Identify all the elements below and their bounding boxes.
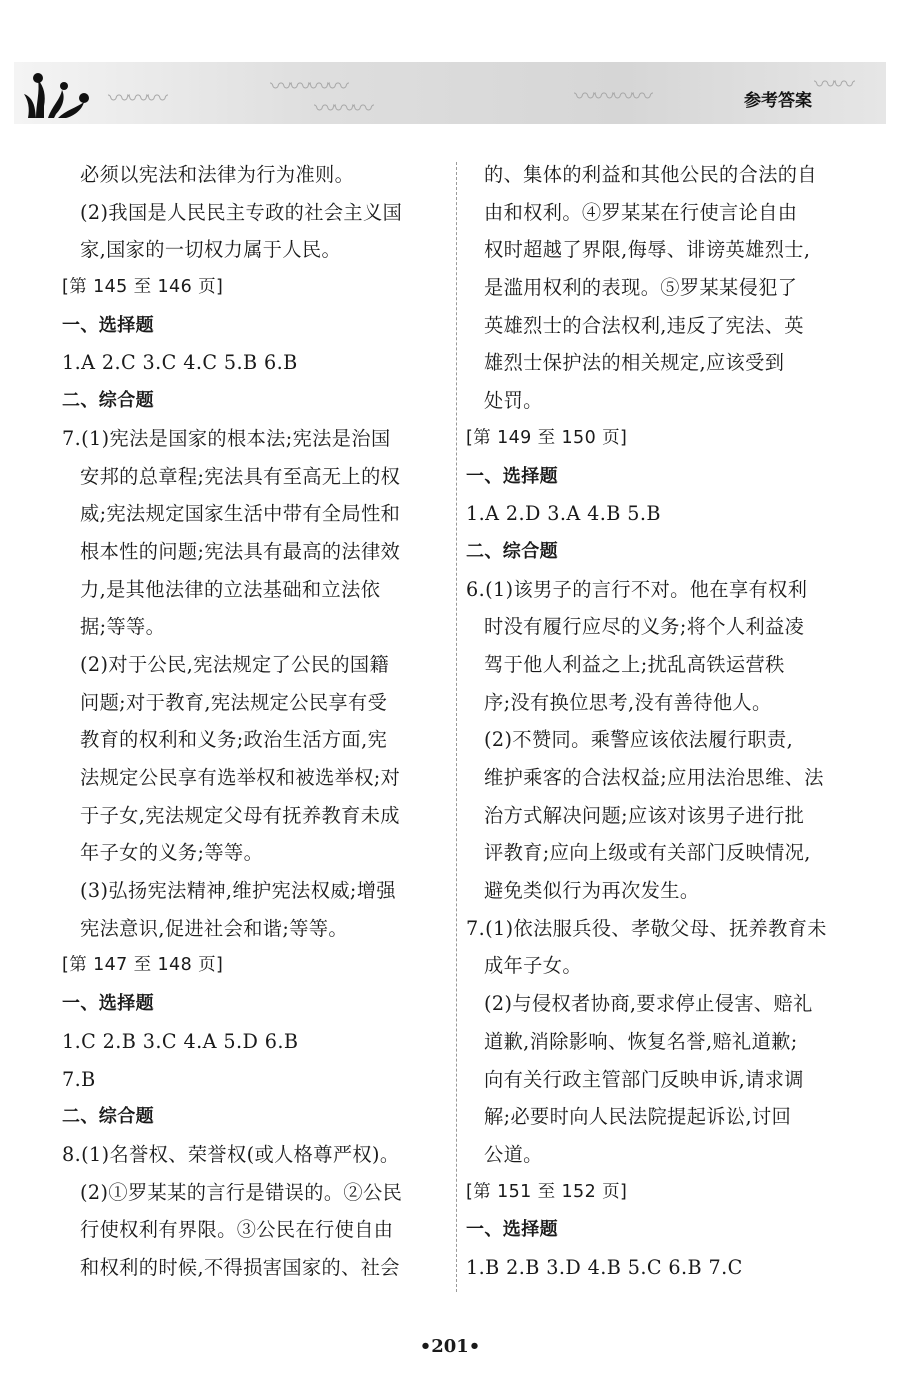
answer-line: 安邦的总章程;宪法具有至高无上的权 <box>80 464 401 488</box>
page-header-band <box>14 62 886 124</box>
section-heading: 一、选择题 <box>466 1219 558 1241</box>
answer-line: 7.(1)宪法是国家的根本法;宪法是治国 <box>62 426 391 450</box>
answer-line: 评教育;应向上级或有关部门反映情况, <box>484 841 811 865</box>
answer-line: 治方式解决问题;应该对该男子进行批 <box>484 803 805 827</box>
page-number: •201• <box>419 1336 481 1357</box>
answer-line: 宪法意识,促进社会和谐;等等。 <box>80 916 349 940</box>
page-range-label: [第 151 至 152 页] <box>466 1181 628 1202</box>
left-answer-column <box>62 156 448 1287</box>
answer-line: 时没有履行应尽的义务;将个人利益凌 <box>484 615 805 639</box>
answer-line: (2)与侵权者协商,要求停止侵害、赔礼 <box>484 992 813 1016</box>
answer-line: 雄烈士保护法的相关规定,应该受到 <box>484 351 785 375</box>
section-heading: 一、选择题 <box>62 993 154 1015</box>
section-heading: 二、综合题 <box>466 540 558 562</box>
answer-line: 行使权利有界限。③公民在行使自由 <box>80 1218 394 1242</box>
answer-line: 公道。 <box>484 1142 543 1166</box>
page-range-label: [第 149 至 150 页] <box>466 427 628 448</box>
answer-line: 年子女的义务;等等。 <box>80 841 264 865</box>
answer-line: 于子女,宪法规定父母有抚养教育未成 <box>80 803 400 827</box>
section-heading: 二、综合题 <box>62 390 154 412</box>
header-label: 参考答案 <box>744 91 812 111</box>
right-answer-column <box>466 156 848 1287</box>
answer-line: 道歉,消除影响、恢复名誉,赔礼道歉; <box>484 1029 798 1053</box>
answer-line: 家,国家的一切权力属于人民。 <box>80 238 342 262</box>
answer-line: 权时超越了界限,侮辱、诽谤英雄烈士, <box>484 238 811 262</box>
page-range-label: [第 145 至 146 页] <box>62 277 224 298</box>
answer-line: (3)弘扬宪法精神,维护宪法权威;增强 <box>80 879 396 903</box>
answer-line: 教育的权利和义务;政治生活方面,宪 <box>80 728 388 752</box>
answer-line: (2)①罗某某的言行是错误的。②公民 <box>80 1180 403 1204</box>
section-heading: 一、选择题 <box>62 314 154 336</box>
answer-line: 7.B <box>62 1067 96 1091</box>
answer-line: 避免类似行为再次发生。 <box>484 879 700 903</box>
answer-line: 1.C 2.B 3.C 4.A 5.D 6.B <box>62 1029 299 1053</box>
answer-line: 处罚。 <box>484 389 543 413</box>
answer-line: 的、集体的利益和其他公民的合法的自 <box>484 163 817 186</box>
wave-decoration-icon: 〰〰 <box>814 73 853 98</box>
answer-line: 法规定公民享有选举权和被选举权;对 <box>80 766 401 789</box>
answer-line: 由和权利。④罗某某在行使言论自由 <box>484 200 798 224</box>
answer-line: 8.(1)名誉权、荣誉权(或人格尊严权)。 <box>62 1142 400 1166</box>
answer-line: 力,是其他法律的立法基础和立法依 <box>80 577 381 601</box>
answer-line: 必须以宪法和法律为行为准则。 <box>80 163 355 186</box>
answer-line: 1.B 2.B 3.D 4.B 5.C 6.B 7.C <box>466 1255 743 1279</box>
answer-line: 成年子女。 <box>484 954 582 978</box>
answer-line: 英雄烈士的合法权利,违反了宪法、英 <box>484 313 804 337</box>
answer-line: 向有关行政主管部门反映申诉,请求调 <box>484 1067 804 1091</box>
answer-line: 1.A 2.C 3.C 4.C 5.B 6.B <box>62 351 298 375</box>
answer-line: 根本性的问题;宪法具有最高的法律效 <box>80 539 401 563</box>
answer-line: 是滥用权利的表现。⑤罗某某侵犯了 <box>484 276 798 300</box>
page-range-label: [第 147 至 148 页] <box>62 955 224 976</box>
column-divider <box>456 162 457 1292</box>
answer-line: 序;没有换位思考,没有善待他人。 <box>484 690 772 714</box>
answer-line: 1.A 2.D 3.A 4.B 5.B <box>466 502 661 526</box>
answer-line: (2)对于公民,宪法规定了公民的国籍 <box>80 652 390 676</box>
answer-line: 和权利的时候,不得损害国家的、社会 <box>80 1255 400 1279</box>
answer-line: 6.(1)该男子的言行不对。他在享有权利 <box>466 577 808 601</box>
wave-decoration-icon: 〰〰〰〰 <box>270 75 347 100</box>
answer-line: 维护乘客的合法权益;应用法治思维、法 <box>484 766 824 789</box>
answer-line: 驾于他人利益之上;扰乱高铁运营秩 <box>484 652 785 676</box>
wave-decoration-icon: 〰〰〰〰 <box>574 85 651 110</box>
answer-line: 问题;对于教育,宪法规定公民享有受 <box>80 690 388 714</box>
answer-line: (2)不赞同。乘警应该依法履行职责, <box>484 728 794 752</box>
answer-line: 解;必要时向人民法院提起诉讼,讨回 <box>484 1105 792 1129</box>
wave-decoration-icon: 〰〰〰 <box>108 87 166 112</box>
answer-line: (2)我国是人民民主专政的社会主义国 <box>80 200 403 224</box>
answer-line: 威;宪法规定国家生活中带有全局性和 <box>80 502 401 526</box>
answer-line: 据;等等。 <box>80 615 166 639</box>
section-heading: 二、综合题 <box>62 1106 154 1128</box>
answer-line: 7.(1)依法服兵役、孝敬父母、抚养教育未 <box>466 916 827 940</box>
tree-logo-icon <box>22 70 92 120</box>
wave-decoration-icon: 〰〰〰 <box>314 97 372 122</box>
section-heading: 一、选择题 <box>466 465 558 487</box>
